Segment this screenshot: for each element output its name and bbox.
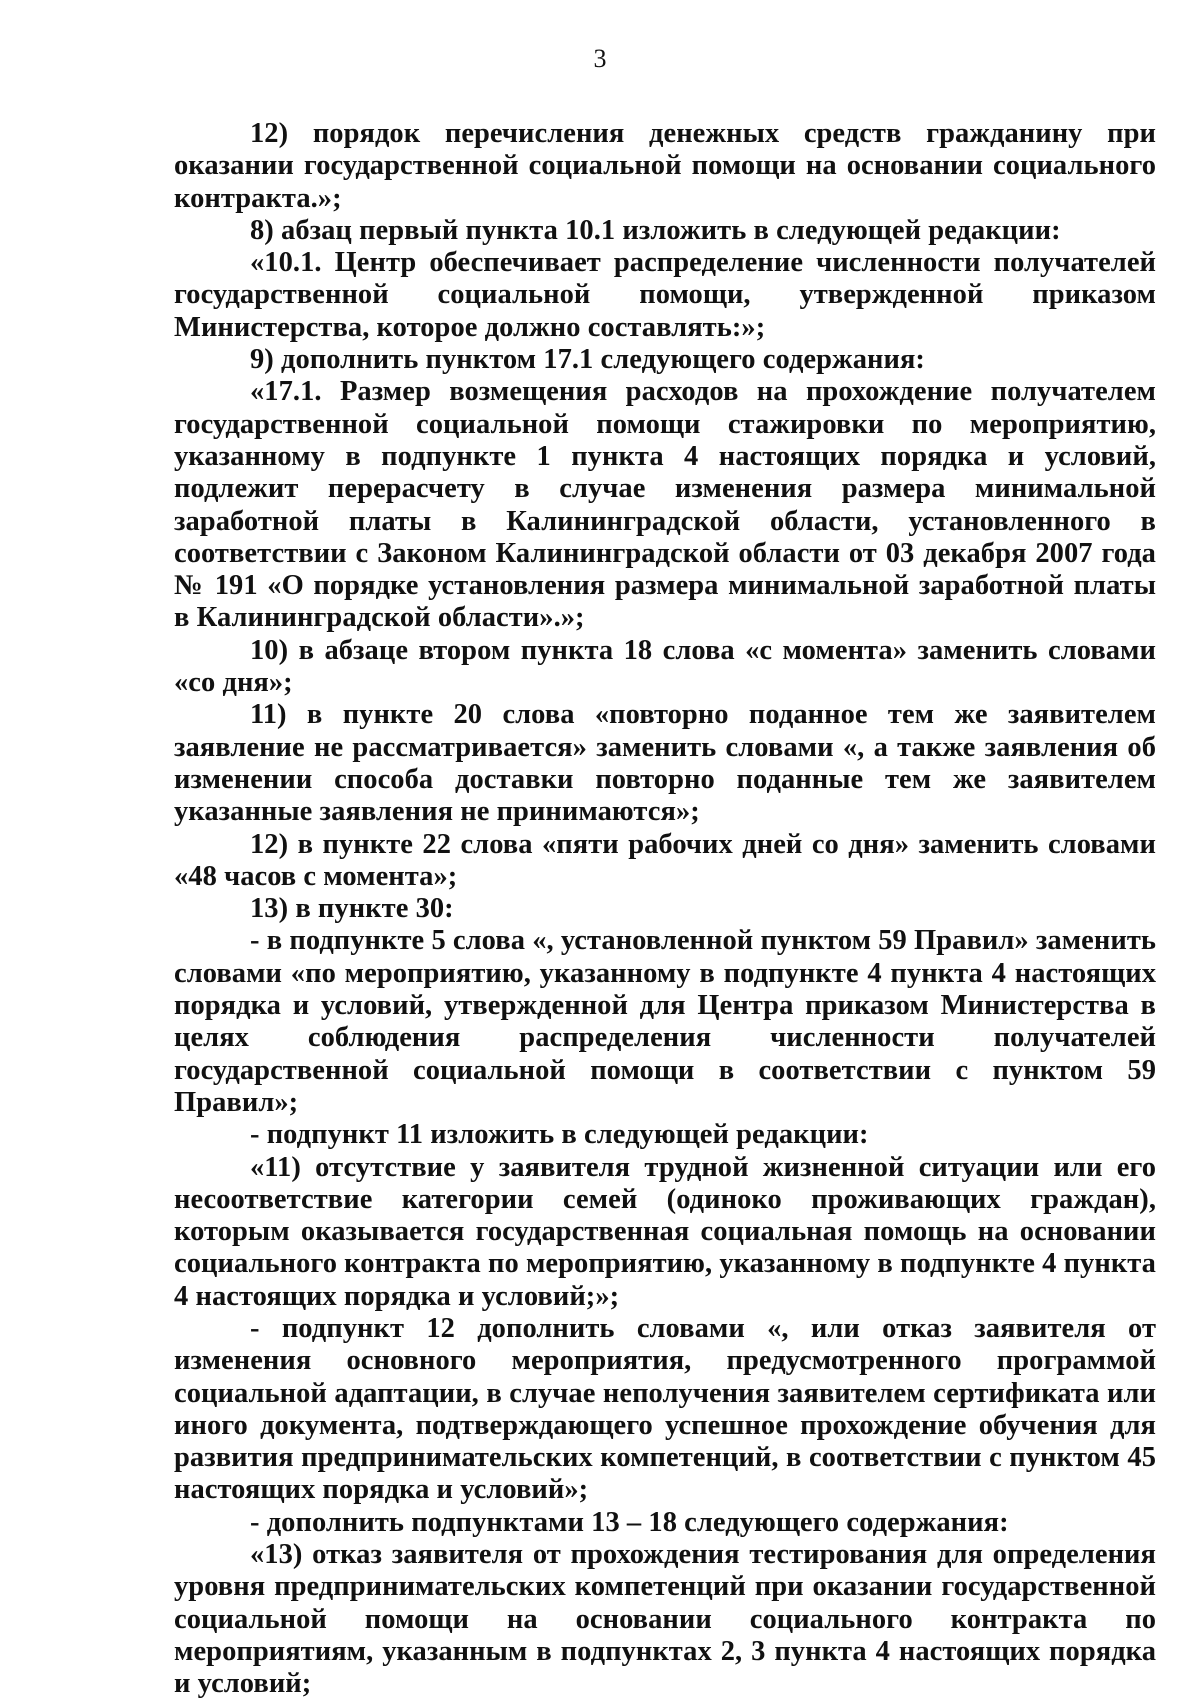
paragraph-quote-13: «13) отказ заявителя от прохождения тестирования для определения уровня предпринимательских компетенций при оказании государственной социальной помощи на основании социального контракта по мероприятиям, указанным в подпунктах 2, 3 пункта 4 настоящих порядка и условий;: [174, 1539, 1156, 1700]
paragraph-subitems-13-18-intro: - дополнить подпунктами 13 – 18 следующего содержания:: [250, 1506, 1009, 1538]
paragraph-subitem-12: - подпункт 12 дополнить словами «, или отказ заявителя от изменения основного мероприятия, предусмотренного программой социальной адаптации, в случае неполучения заявителем сертификата или иного документа, подтверждающего успешное прохождение обучения для развития предпринимательских компетенций, в соответствии с пунктом 45 настоящих порядка и условий»;: [174, 1312, 1156, 1506]
paragraph-amendment-13: 13) в пункте 30:: [250, 893, 454, 925]
page-number: 3: [593, 44, 607, 73]
paragraph-quote-11: «11) отсутствие у заявителя трудной жизненной ситуации или его несоответствие категории семей (одиноко проживающих граждан), которым оказывается государственная социальная помощь на основании социального контракта по мероприятию, указанному в подпункте 4 пункта 4 настоящих порядка и условий;»;: [174, 1151, 1156, 1312]
paragraph-quote-10-1: «10.1. Центр обеспечивает распределение численности получателей государственной социальной помощи, утвержденной приказом Министерства, которое должно составлять:»;: [174, 247, 1156, 343]
document-body: [174, 118, 1156, 1701]
paragraph-amendment-10: 10) в абзаце втором пункта 18 слова «с момента» заменить словами «со дня»;: [174, 634, 1156, 699]
paragraph-subitem-11-intro: - подпункт 11 изложить в следующей редакции:: [250, 1119, 869, 1151]
paragraph-quote-17-1: «17.1. Размер возмещения расходов на прохождение получателем государственной социальной помощи стажировки по мероприятию, указанному в подпункте 1 пункта 4 настоящих порядка и условий, подлежит перерасчету в случае изменения размера минимальной заработной платы в Калининградской области, установленного в соответствии с Законом Калининградской области от 03 декабря 2007 года № 191 «О порядке установления размера минимальной заработной платы в Калининградской области».»;: [174, 376, 1156, 634]
paragraph-amendment-12: 12) в пункте 22 слова «пяти рабочих дней со дня» заменить словами «48 часов с момента»;: [174, 828, 1156, 892]
paragraph-amendment-9: 9) дополнить пунктом 17.1 следующего содержания:: [250, 344, 925, 376]
paragraph-item-12-end: 12) порядок перечисления денежных средств гражданину при оказании государственной социальной помощи на основании социального контракта.»;: [174, 118, 1156, 214]
paragraph-amendment-11: 11) в пункте 20 слова «повторно поданное тем же заявителем заявление не рассматривается» заменить словами «, а также заявления об изменении способа доставки повторно поданные тем же заявителем указанные заявления не принимаются»;: [174, 699, 1156, 828]
paragraph-subitem-5: - в подпункте 5 слова «, установленной пунктом 59 Правил» заменить словами «по мероприятию, указанному в подпункте 4 пункта 4 настоящих порядка и условий, утвержденной для Центра приказом Министерства в целях соблюдения распределения численности получателей государственной социальной помощи в соответствии с пунктом 59 Правил»;: [174, 925, 1156, 1118]
paragraph-amendment-8: 8) абзац первый пункта 10.1 изложить в следующей редакции:: [250, 214, 1061, 246]
